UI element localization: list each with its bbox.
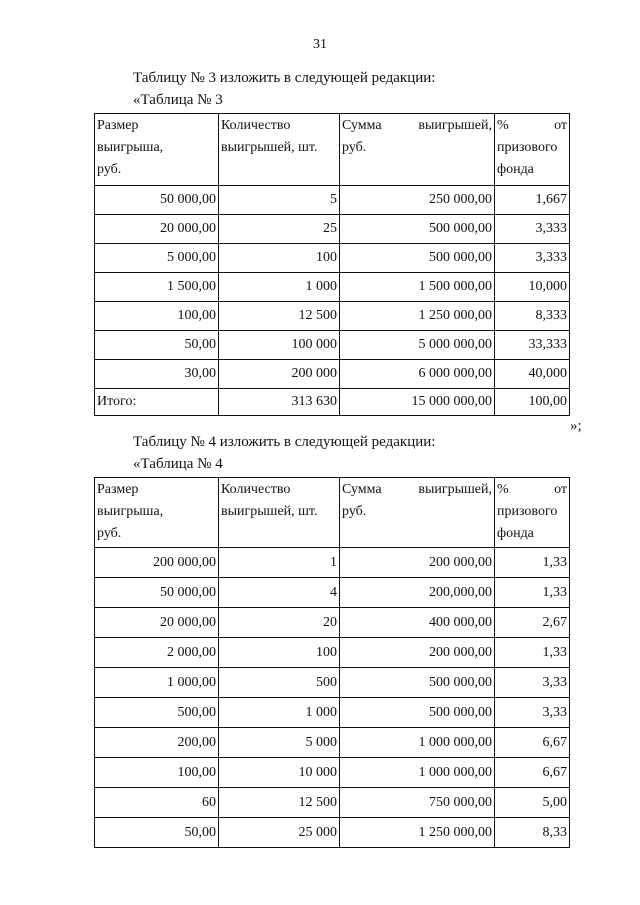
table3-title: «Таблица № 3 — [133, 92, 223, 108]
header-prize-fund-percent: % от призового фонда — [495, 478, 570, 548]
percent-cell: 6,67 — [495, 728, 570, 758]
prize-count-cell: 20 — [219, 608, 340, 638]
table4-title: «Таблица № 4 — [133, 456, 223, 472]
header-prize-count: Количество выигрышей, шт. — [219, 114, 340, 186]
percent-cell: 3,333 — [495, 215, 570, 244]
prize-count-cell: 12 500 — [219, 788, 340, 818]
percent-cell: 3,33 — [495, 668, 570, 698]
prize-size-cell: 100,00 — [95, 758, 219, 788]
header-prize-size: Размер выигрыша, руб. — [95, 478, 219, 548]
prize-count-cell: 5 — [219, 186, 340, 215]
table-row — [95, 668, 570, 698]
prize-count-cell: 25 000 — [219, 818, 340, 848]
total-sum: 15 000 000,00 — [340, 389, 495, 416]
prize-count-cell: 5 000 — [219, 728, 340, 758]
table-row — [95, 186, 570, 215]
prize-size-cell: 50,00 — [95, 818, 219, 848]
prize-count-cell: 1 — [219, 548, 340, 578]
prize-size-cell: 20 000,00 — [95, 608, 219, 638]
prize-sum-cell: 1 250 000,00 — [340, 818, 495, 848]
percent-cell: 6,67 — [495, 758, 570, 788]
prize-count-cell: 4 — [219, 578, 340, 608]
table-row — [95, 698, 570, 728]
prize-sum-cell: 1 500 000,00 — [340, 273, 495, 302]
total-percent: 100,00 — [495, 389, 570, 416]
table3-intro: Таблицу № 3 изложить в следующей редакции: — [133, 70, 436, 86]
closing-quote: »; — [570, 418, 582, 434]
prize-sum-cell: 1 000 000,00 — [340, 728, 495, 758]
percent-cell: 3,333 — [495, 244, 570, 273]
table-4 — [94, 477, 570, 848]
prize-count-cell: 200 000 — [219, 360, 340, 389]
table-row — [95, 608, 570, 638]
table-total-row — [95, 389, 570, 416]
percent-cell: 1,667 — [495, 186, 570, 215]
prize-sum-cell: 5 000 000,00 — [340, 331, 495, 360]
prize-size-cell: 1 000,00 — [95, 668, 219, 698]
header-prize-fund-percent: % от призового фонда — [495, 114, 570, 186]
prize-count-cell: 100 — [219, 638, 340, 668]
table-row — [95, 548, 570, 578]
percent-cell: 8,333 — [495, 302, 570, 331]
percent-cell: 3,33 — [495, 698, 570, 728]
prize-size-cell: 5 000,00 — [95, 244, 219, 273]
prize-count-cell: 1 000 — [219, 273, 340, 302]
table4-intro: Таблицу № 4 изложить в следующей редакции: — [133, 434, 436, 450]
table-row — [95, 273, 570, 302]
prize-size-cell: 50 000,00 — [95, 578, 219, 608]
prize-count-cell: 10 000 — [219, 758, 340, 788]
table-row — [95, 638, 570, 668]
total-label: Итого: — [95, 389, 219, 416]
prize-count-cell: 25 — [219, 215, 340, 244]
prize-size-cell: 20 000,00 — [95, 215, 219, 244]
prize-sum-cell: 200 000,00 — [340, 548, 495, 578]
prize-size-cell: 100,00 — [95, 302, 219, 331]
percent-cell: 8,33 — [495, 818, 570, 848]
prize-size-cell: 30,00 — [95, 360, 219, 389]
percent-cell: 2,67 — [495, 608, 570, 638]
table-3 — [94, 113, 570, 416]
percent-cell: 1,33 — [495, 578, 570, 608]
table-row — [95, 360, 570, 389]
table-row — [95, 302, 570, 331]
prize-sum-cell: 750 000,00 — [340, 788, 495, 818]
percent-cell: 1,33 — [495, 638, 570, 668]
total-count: 313 630 — [219, 389, 340, 416]
prize-sum-cell: 500 000,00 — [340, 215, 495, 244]
prize-sum-cell: 400 000,00 — [340, 608, 495, 638]
percent-cell: 10,000 — [495, 273, 570, 302]
prize-count-cell: 12 500 — [219, 302, 340, 331]
table-row — [95, 818, 570, 848]
percent-cell: 40,000 — [495, 360, 570, 389]
prize-count-cell: 1 000 — [219, 698, 340, 728]
table-header-row — [95, 114, 570, 186]
prize-count-cell: 500 — [219, 668, 340, 698]
prize-size-cell: 60 — [95, 788, 219, 818]
prize-sum-cell: 500 000,00 — [340, 668, 495, 698]
percent-cell: 5,00 — [495, 788, 570, 818]
table-row — [95, 331, 570, 360]
prize-count-cell: 100 — [219, 244, 340, 273]
header-prize-size: Размер выигрыша, руб. — [95, 114, 219, 186]
table-row — [95, 244, 570, 273]
table-row — [95, 215, 570, 244]
prize-sum-cell: 500 000,00 — [340, 698, 495, 728]
percent-cell: 1,33 — [495, 548, 570, 578]
table-row — [95, 728, 570, 758]
page-number: 31 — [313, 37, 327, 52]
prize-sum-cell: 250 000,00 — [340, 186, 495, 215]
prize-size-cell: 500,00 — [95, 698, 219, 728]
prize-size-cell: 200 000,00 — [95, 548, 219, 578]
prize-size-cell: 50 000,00 — [95, 186, 219, 215]
prize-count-cell: 100 000 — [219, 331, 340, 360]
prize-size-cell: 200,00 — [95, 728, 219, 758]
header-prize-sum: Сумма выигрышей, руб. — [340, 114, 495, 186]
table-header-row — [95, 478, 570, 548]
prize-size-cell: 1 500,00 — [95, 273, 219, 302]
table-row — [95, 788, 570, 818]
prize-size-cell: 50,00 — [95, 331, 219, 360]
table-row — [95, 578, 570, 608]
prize-sum-cell: 500 000,00 — [340, 244, 495, 273]
header-prize-count: Количество выигрышей, шт. — [219, 478, 340, 548]
header-prize-sum: Сумма выигрышей, руб. — [340, 478, 495, 548]
prize-sum-cell: 200 000,00 — [340, 638, 495, 668]
prize-size-cell: 2 000,00 — [95, 638, 219, 668]
prize-sum-cell: 1 250 000,00 — [340, 302, 495, 331]
prize-sum-cell: 1 000 000,00 — [340, 758, 495, 788]
table-row — [95, 758, 570, 788]
prize-sum-cell: 200,000,00 — [340, 578, 495, 608]
percent-cell: 33,333 — [495, 331, 570, 360]
prize-sum-cell: 6 000 000,00 — [340, 360, 495, 389]
